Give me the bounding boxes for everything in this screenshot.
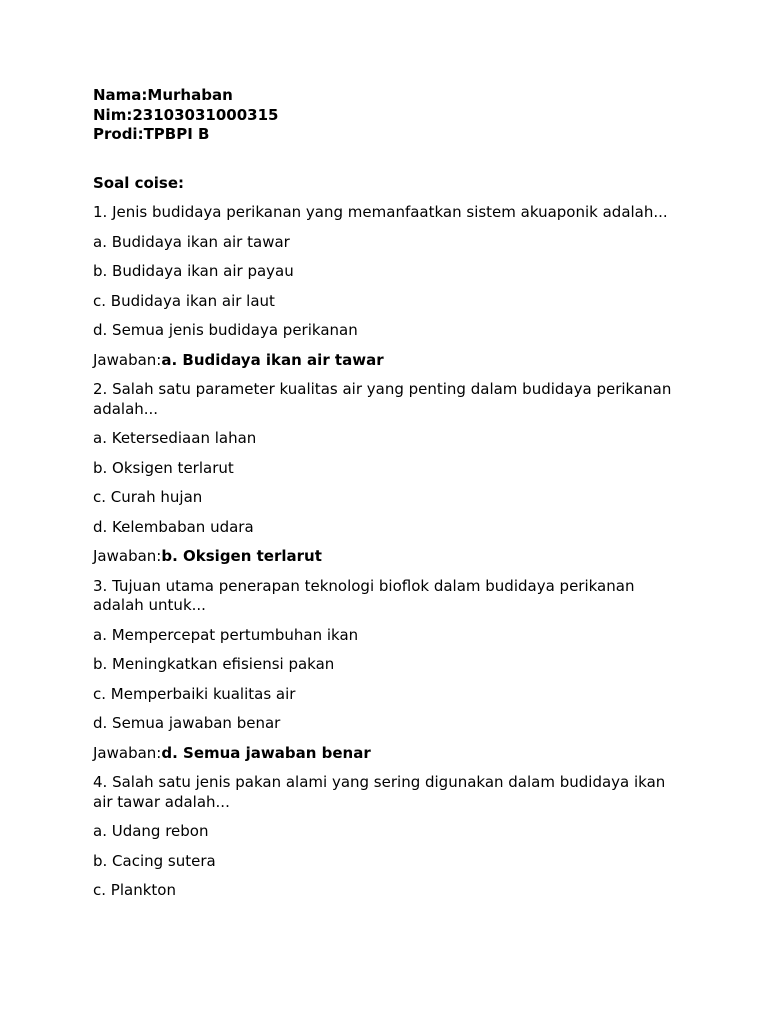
answer-option: a. Udang rebon bbox=[93, 822, 209, 840]
answer-value: b. Oksigen terlarut bbox=[161, 547, 322, 565]
answer-option: b. Budidaya ikan air payau bbox=[93, 262, 294, 280]
question-text: 1. Jenis budidaya perikanan yang memanfaatkan sistem akuaponik adalah... bbox=[93, 203, 668, 221]
student-prodi: Prodi:TPBPI B bbox=[93, 125, 210, 143]
answer-prefix: Jawaban: bbox=[93, 547, 162, 565]
answer-option: b. Cacing sutera bbox=[93, 851, 216, 870]
answer-option: b. Oksigen terlarut bbox=[93, 458, 234, 477]
question-text: 4. Salah satu jenis pakan alami yang sering digunakan dalam budidaya ikan air tawar adalah... bbox=[93, 773, 666, 811]
answer-prefix: Jawaban: bbox=[93, 743, 162, 762]
answer-option: d. Semua jenis budidaya perikanan bbox=[93, 321, 358, 339]
answer-line bbox=[93, 351, 683, 371]
question-text: 2. Salah satu parameter kualitas air yang penting dalam budidaya perikanan adalah... bbox=[93, 380, 672, 418]
answer-line bbox=[93, 744, 683, 764]
answer-option: c. Plankton bbox=[93, 881, 176, 899]
answer-option: d. Semua jawaban benar bbox=[93, 714, 281, 732]
answer-prefix: Jawaban: bbox=[93, 350, 162, 369]
answer-option: a. Budidaya ikan air tawar bbox=[93, 232, 290, 251]
section-title: Soal coise: bbox=[93, 173, 185, 192]
answer-option: d. Kelembaban udara bbox=[93, 517, 254, 536]
answer-option: a. Mempercepat pertumbuhan ikan bbox=[93, 625, 359, 644]
answer-option: b. Meningkatkan efisiensi pakan bbox=[93, 655, 335, 673]
answer-option: c. Memperbaiki kualitas air bbox=[93, 684, 296, 703]
document-page bbox=[93, 86, 683, 901]
student-nim: Nim:23103031000315 bbox=[93, 105, 279, 124]
answer-option: a. Ketersediaan lahan bbox=[93, 429, 257, 447]
answer-value: d. Semua jawaban benar bbox=[161, 743, 371, 762]
student-name: Nama:Murhaban bbox=[93, 86, 233, 104]
question-list bbox=[93, 203, 683, 901]
question-text: 3. Tujuan utama penerapan teknologi bioflok dalam budidaya perikanan adalah untuk... bbox=[93, 576, 635, 614]
answer-option: c. Curah hujan bbox=[93, 488, 203, 506]
answer-line bbox=[93, 547, 683, 567]
answer-value: a. Budidaya ikan air tawar bbox=[161, 350, 384, 369]
answer-option: c. Budidaya ikan air laut bbox=[93, 291, 275, 310]
